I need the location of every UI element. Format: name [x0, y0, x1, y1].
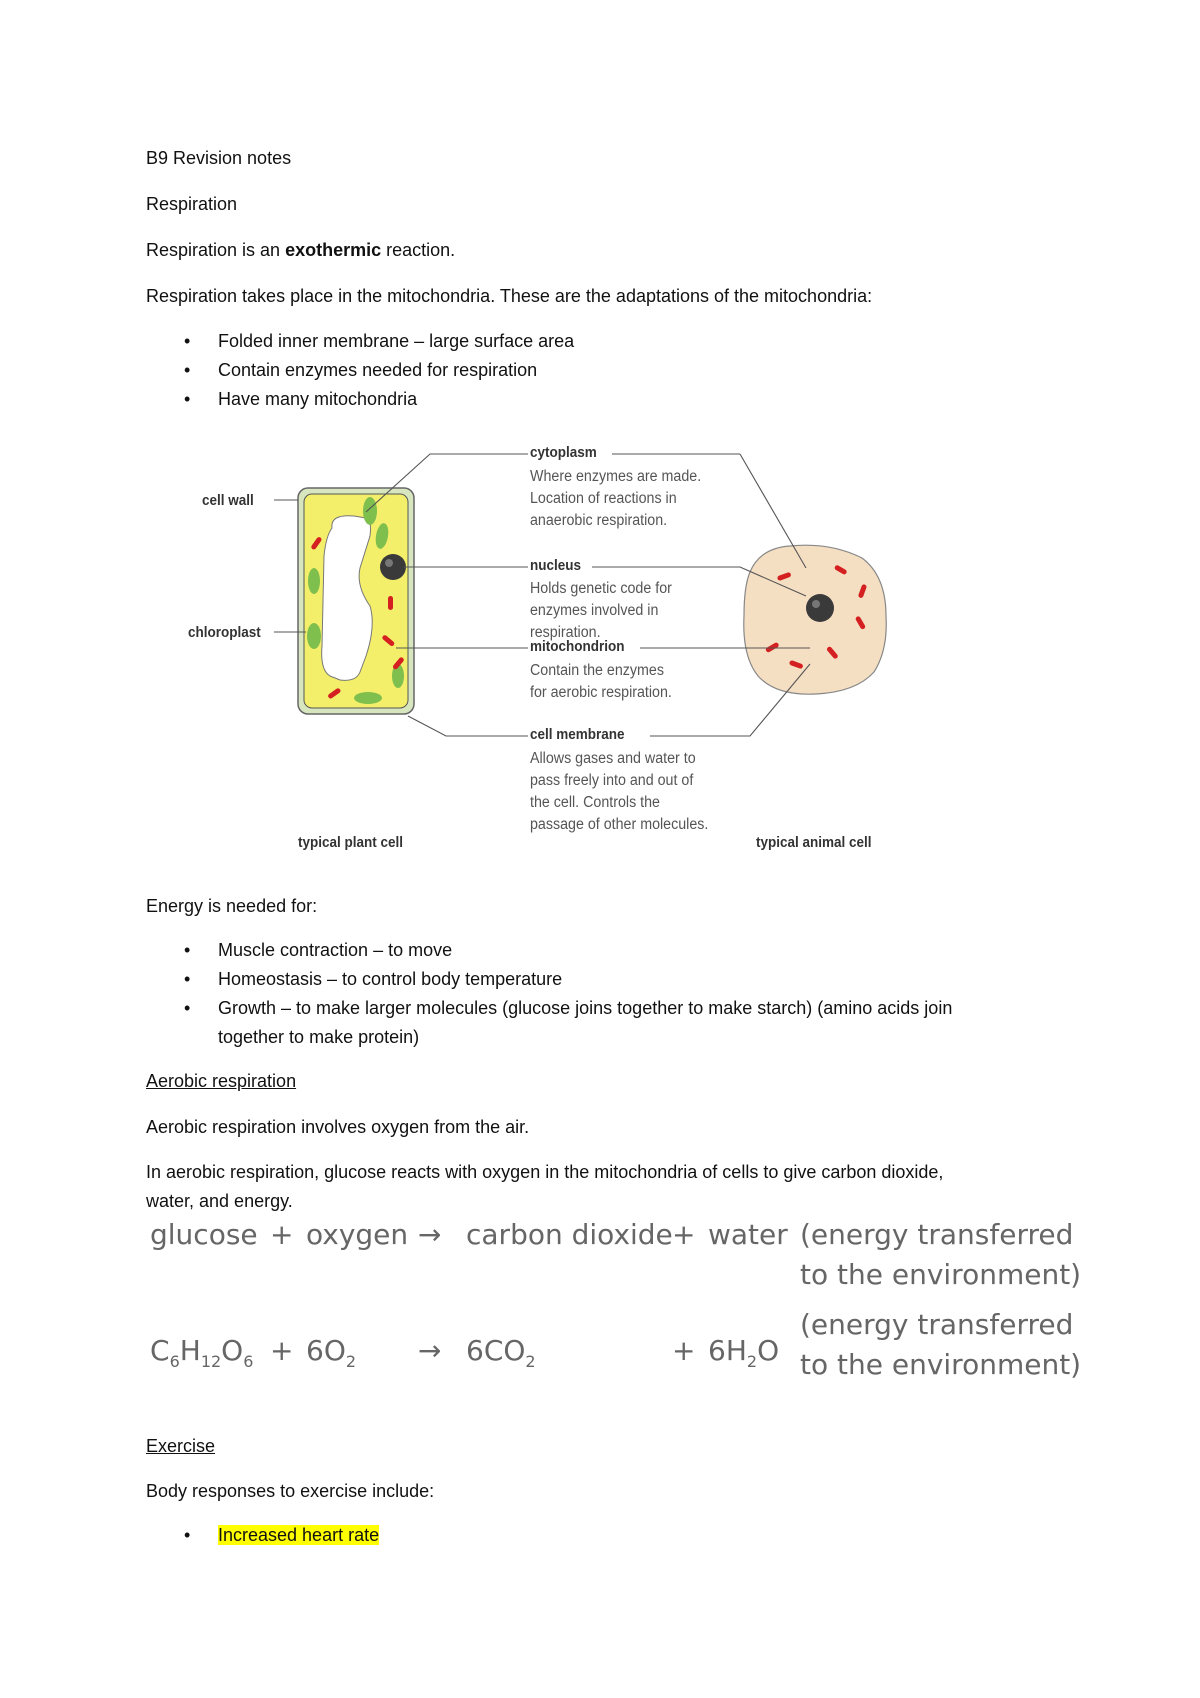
formula-part: 6H: [708, 1334, 747, 1367]
eq-glucose: glucose: [150, 1218, 258, 1251]
animal-nucleus: [806, 594, 834, 622]
list-item: [146, 1521, 379, 1550]
desc-line: Contain the enzymes: [530, 662, 664, 679]
desc-line: passage of other molecules.: [530, 816, 709, 833]
aerobic-line-1: Aerobic respiration involves oxygen from the air.: [146, 1117, 530, 1137]
list-item: [146, 356, 574, 385]
eq-water-formula: [708, 1334, 779, 1371]
exercise-heading: Exercise: [146, 1436, 216, 1456]
chloroplast: [307, 623, 321, 649]
eq-plus: +: [672, 1334, 696, 1367]
energy-heading: Energy is needed for:: [146, 896, 318, 916]
desc-line: enzymes involved in: [530, 602, 659, 619]
eq-energy-line-1: (energy transferred: [800, 1218, 1074, 1251]
bullet-icon: •: [184, 389, 191, 409]
exercise-list: [146, 1521, 379, 1550]
caption-animal-cell: typical animal cell: [756, 834, 872, 851]
eq-oxygen: oxygen: [306, 1218, 409, 1251]
formula-subscript: 6: [243, 1352, 254, 1371]
formula-part: H: [179, 1334, 201, 1367]
eq-plus: +: [270, 1218, 294, 1251]
list-item-text: Folded inner membrane – large surface area: [218, 331, 575, 351]
desc-line: anaerobic respiration.: [530, 512, 668, 529]
list-item-text: Homeostasis – to control body temperature: [218, 969, 563, 989]
bullet-icon: •: [184, 969, 191, 989]
eq-energy-line-2: to the environment): [800, 1348, 1082, 1381]
eq-glucose-formula: [150, 1334, 253, 1371]
label-nucleus: nucleus: [530, 557, 582, 574]
bullet-icon: •: [184, 998, 191, 1018]
bullet-icon: •: [184, 1525, 191, 1545]
formula-part: C: [150, 1334, 170, 1367]
desc-line: Holds genetic code for: [530, 580, 672, 597]
list-item-text: together to make protein): [218, 1027, 420, 1047]
list-item: [146, 385, 574, 414]
eq-co2-formula: [466, 1334, 536, 1371]
formula-part: O: [221, 1334, 244, 1367]
doc-title: B9 Revision notes: [146, 148, 292, 168]
label-cell-membrane: cell membrane: [530, 726, 625, 743]
desc-line: Allows gases and water to: [530, 750, 696, 767]
eq-energy-line-2: to the environment): [800, 1258, 1082, 1291]
desc-mitochondrion: [530, 660, 672, 704]
cell-diagram: [170, 436, 930, 856]
desc-line: the cell. Controls the: [530, 794, 660, 811]
eq-carbon-dioxide: carbon dioxide: [466, 1218, 673, 1251]
formula-subscript: 2: [746, 1352, 758, 1371]
desc-cell-membrane: [530, 748, 708, 836]
list-item-text: Have many mitochondria: [218, 389, 418, 409]
desc-line: Where enzymes are made.: [530, 468, 702, 485]
list-item-text-highlighted: Increased heart rate: [218, 1525, 380, 1545]
eq-oxygen-formula: [306, 1334, 356, 1371]
list-item: [146, 936, 952, 965]
energy-list: [146, 936, 952, 1052]
bullet-icon: •: [184, 331, 191, 351]
desc-line: respiration.: [530, 624, 601, 641]
eq-energy-line-1: (energy transferred: [800, 1308, 1074, 1341]
eq-plus: +: [270, 1334, 294, 1367]
exercise-intro: Body responses to exercise include:: [146, 1481, 435, 1501]
chloroplast: [363, 497, 377, 525]
label-mitochondrion: mitochondrion: [530, 638, 625, 655]
nucleus-highlight: [812, 600, 820, 608]
desc-cytoplasm: [530, 466, 701, 532]
mitochondrion: [388, 596, 393, 610]
formula-subscript: 6: [169, 1352, 180, 1371]
plant-vacuole: [322, 516, 373, 681]
desc-line: Location of reactions in: [530, 490, 677, 507]
list-item: [146, 327, 574, 356]
formula-subscript: 12: [200, 1352, 222, 1371]
chloroplast: [354, 692, 382, 704]
list-item-text: Growth – to make larger molecules (glucose joins together to make starch) (amino acids join: [218, 998, 953, 1018]
list-item: [146, 965, 952, 994]
intro-prefix: Respiration is an: [146, 240, 286, 260]
section-heading: Respiration: [146, 194, 238, 214]
desc-line: pass freely into and out of: [530, 772, 694, 789]
list-item-continuation: [146, 1023, 952, 1052]
list-item: [146, 994, 952, 1023]
mito-adaptation-list: [146, 327, 574, 414]
desc-line: for aerobic respiration.: [530, 684, 672, 701]
intro-bold-term: exothermic: [285, 240, 382, 260]
aerobic-line-2b: water, and energy.: [146, 1191, 293, 1211]
formula-subscript: 2: [345, 1352, 357, 1371]
intro-sentence: [146, 238, 455, 262]
formula-part: 6O: [306, 1334, 346, 1367]
formula-part: O: [757, 1334, 780, 1367]
eq-arrow-icon: →: [418, 1218, 442, 1251]
label-chloroplast: chloroplast: [188, 624, 261, 641]
list-item-text: Contain enzymes needed for respiration: [218, 360, 538, 380]
intro-suffix: reaction.: [381, 240, 456, 260]
aerobic-line-2a: In aerobic respiration, glucose reacts with oxygen in the mitochondria of cells to give carbon dioxide,: [146, 1162, 944, 1182]
bullet-icon: •: [184, 940, 191, 960]
mito-sentence: Respiration takes place in the mitochondria. These are the adaptations of the mitochondria:: [146, 286, 873, 306]
label-cytoplasm: cytoplasm: [530, 444, 597, 461]
formula-part: 6CO: [466, 1334, 526, 1367]
plant-nucleus: [380, 554, 406, 580]
eq-plus: +: [672, 1218, 696, 1251]
formula-subscript: 2: [525, 1352, 536, 1371]
desc-nucleus: [530, 578, 672, 644]
label-cell-wall: cell wall: [202, 492, 254, 509]
list-item-text: Muscle contraction – to move: [218, 940, 453, 960]
chloroplast: [308, 568, 320, 594]
nucleus-highlight: [385, 559, 393, 567]
eq-arrow-icon: →: [418, 1334, 442, 1367]
bullet-icon: •: [184, 360, 191, 380]
eq-water: water: [708, 1218, 788, 1251]
aerobic-heading: Aerobic respiration: [146, 1071, 297, 1091]
caption-plant-cell: typical plant cell: [298, 834, 404, 851]
